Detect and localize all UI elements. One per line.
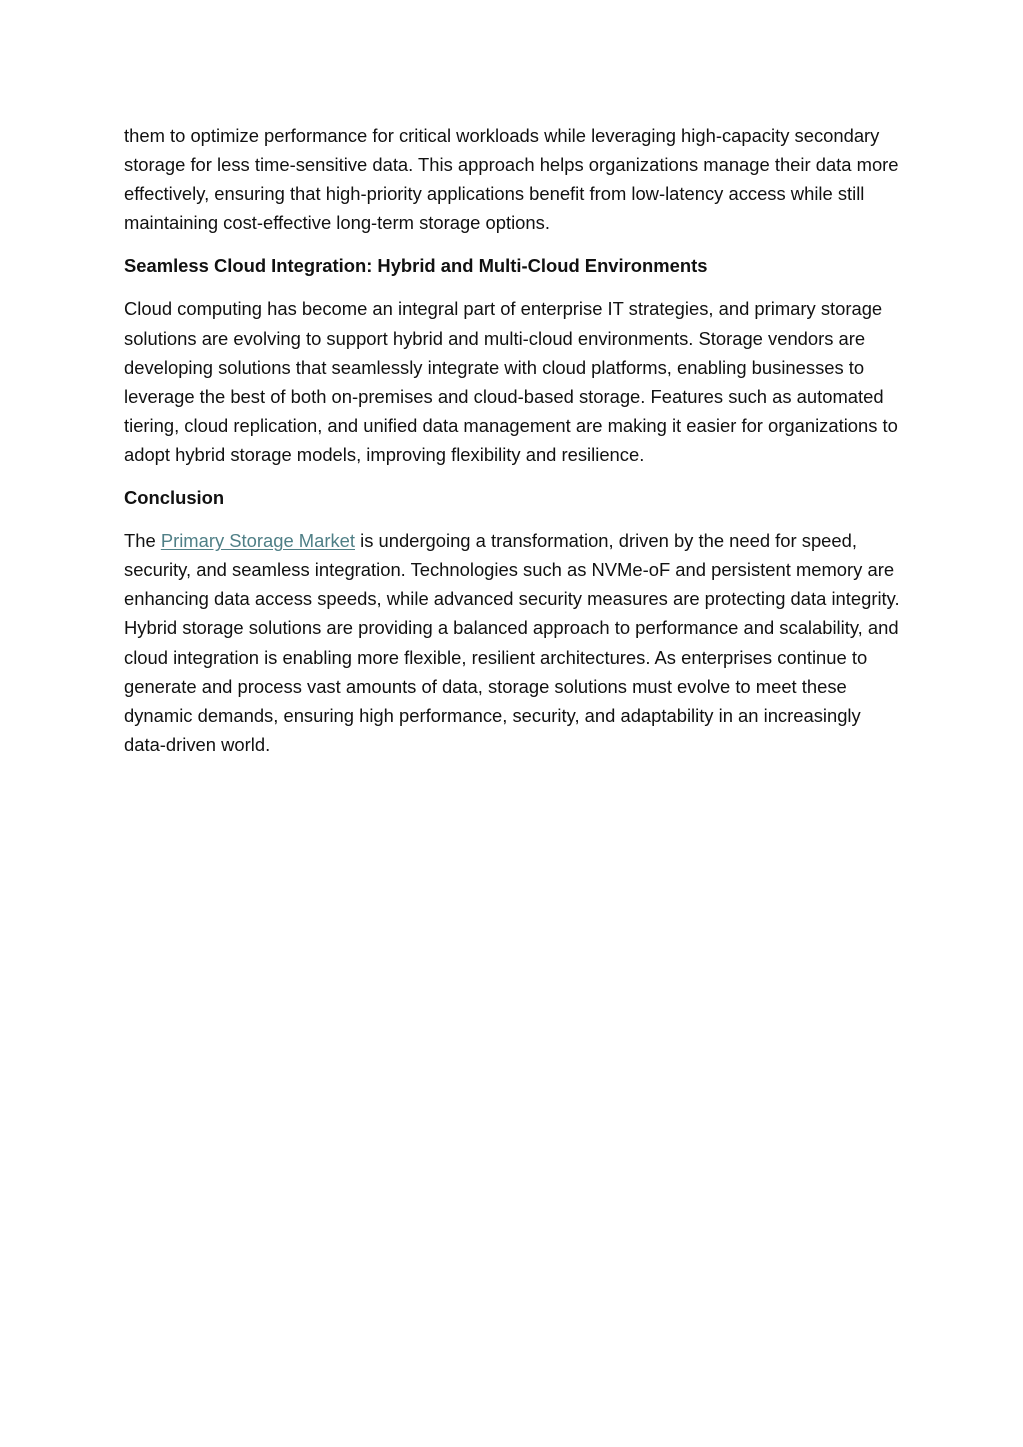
document-page — [124, 121, 904, 759]
primary-storage-market-link[interactable]: Primary Storage Market — [160, 530, 355, 552]
cloud-integration-paragraph: Cloud computing has become an integral part of enterprise IT strategies, and primary storage solutions are evolving to support hybrid and multi-cloud environments. Storage vendors are developing solutions that seamlessly integrate with cloud platforms, enabling businesses to leverage the best of both on-premises and cloud-based storage. Features such as automated tiering, cloud replication, and unified data management are making it easier for organizations to adopt hybrid storage models, improving flexibility and resilience. — [124, 298, 898, 465]
intro-paragraph: them to optimize performance for critical workloads while leveraging high-capacity secondary storage for less time-sensitive data. This approach helps organizations manage their data more effectively, ensuring that high-priority applications benefit from low-latency access while still maintaining cost-effective long-term storage options. — [124, 125, 899, 234]
cloud-integration-heading: Seamless Cloud Integration: Hybrid and Multi-Cloud Environments — [124, 255, 708, 277]
conclusion-heading: Conclusion — [124, 487, 225, 509]
conclusion-prefix: The — [124, 530, 161, 552]
conclusion-paragraph — [124, 526, 904, 759]
conclusion-body: is undergoing a transformation, driven by the need for speed, security, and seamless integration. Technologies such as NVMe-oF and persistent memory are enhancing data access speeds, while advanced security measures are protecting data integrity. Hybrid storage solutions are providing a balanced approach to performance and scalability, and cloud integration is enabling more flexible, resilient architectures. As enterprises continue to generate and process vast amounts of data, storage solutions must evolve to meet these dynamic demands, ensuring high performance, security, and adaptability in an increasingly data-driven world. — [124, 530, 900, 755]
